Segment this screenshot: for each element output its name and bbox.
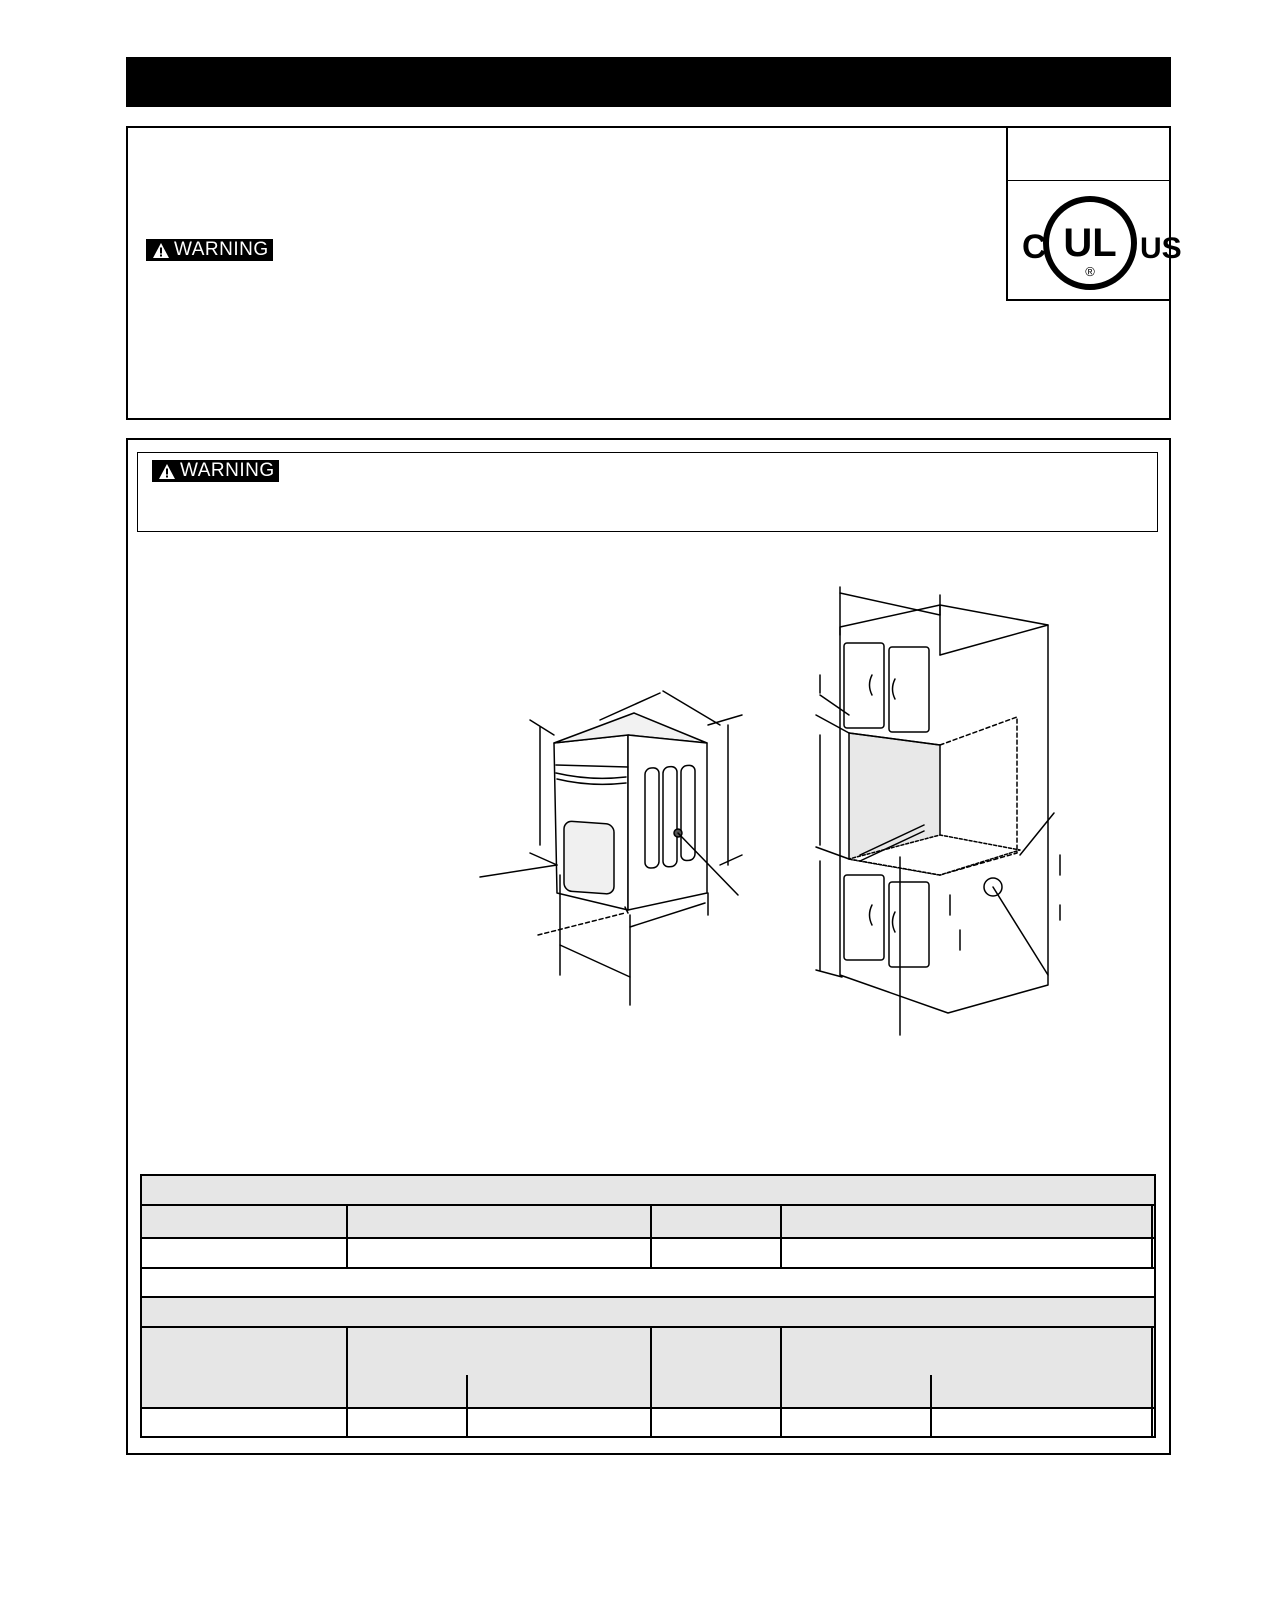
ul-certification-mark [1010,196,1182,290]
table-cell [141,1238,347,1267]
title-bar [126,57,1171,107]
table-header-cell [781,1205,1152,1238]
table-cell [347,1238,651,1267]
table-cell [1152,1408,1155,1437]
installation-illustration [480,575,1120,1055]
certification-divider [1006,180,1171,181]
specifications-table [140,1174,1156,1438]
table-cell [781,1408,931,1437]
warning-panel [137,452,1158,532]
intro-warning-badge [146,239,273,261]
oven-drawing [480,691,742,1005]
table-cell [931,1408,1152,1437]
ul-letters: UL [1063,221,1117,265]
table-header-cell [347,1327,651,1375]
table-cell [347,1408,467,1437]
table-subheader-cell [931,1375,1152,1407]
ul-us-letters: US [1140,232,1182,265]
table-header-cell [1152,1327,1155,1408]
table-cell [141,1408,347,1437]
table-cell [1152,1238,1155,1267]
table-header-cell [781,1327,1152,1375]
cabinet-drawing [816,587,1060,1035]
table-cell [781,1238,1152,1267]
table-subheader-cell [347,1375,467,1407]
ul-c-letter: C [1022,228,1047,266]
panel-warning-label: WARNING [180,460,275,481]
table-cell [651,1238,781,1267]
warning-triangle-icon [152,242,170,259]
table-section-header [141,1297,1155,1327]
table-subheader-cell [781,1375,931,1407]
table-subheader-cell [467,1375,651,1407]
panel-warning-badge [152,460,279,482]
table-note-row [141,1268,1155,1297]
table-header-cell [651,1327,781,1408]
table-cell [651,1408,781,1437]
warning-triangle-icon [158,463,176,480]
table-section-header [141,1175,1155,1205]
table-header-cell [347,1205,651,1238]
table-header-cell [1152,1205,1155,1238]
table-header-cell [141,1205,347,1238]
intro-warning-label: WARNING [174,239,269,260]
ul-registered: ® [1085,264,1095,279]
table-cell [467,1408,651,1437]
table-header-cell [651,1205,781,1238]
table-header-cell [141,1327,347,1408]
